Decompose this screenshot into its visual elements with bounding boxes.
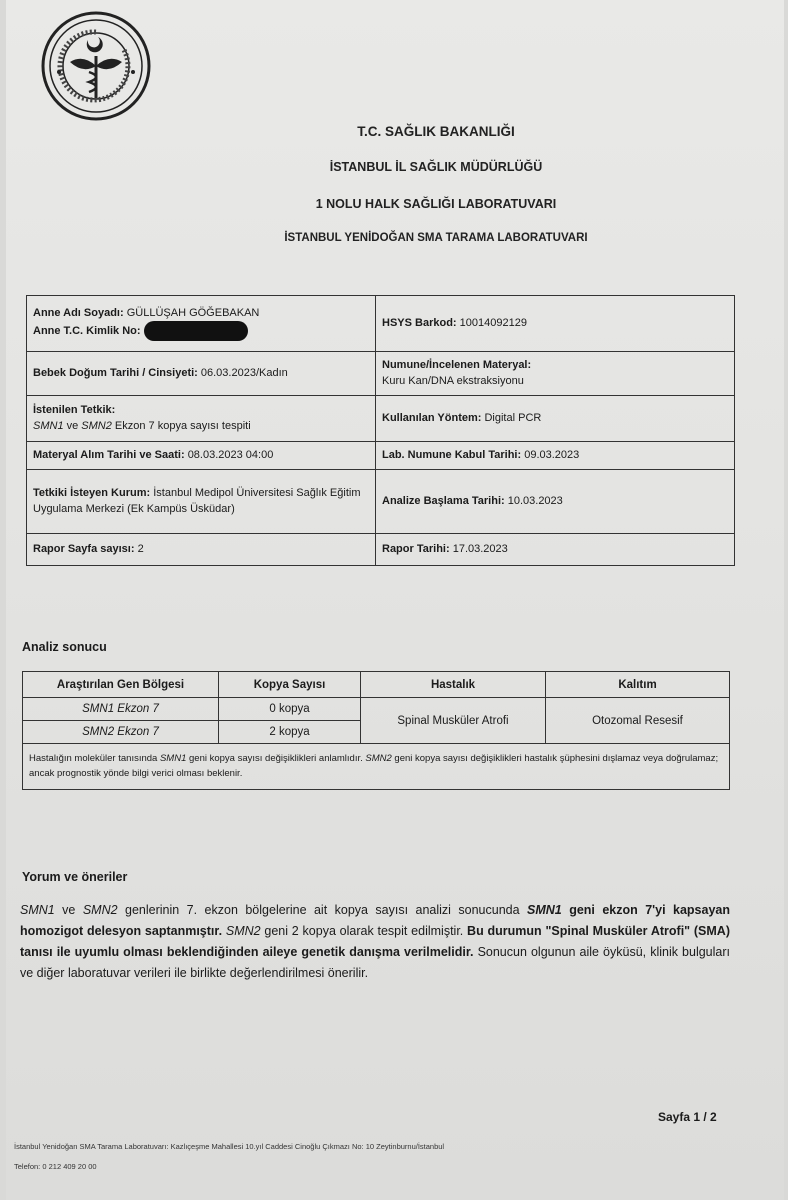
results-title: Analiz sonucu [22, 640, 107, 654]
material-value: Kuru Kan/DNA ekstraksiyonu [382, 374, 524, 387]
test-label: İstenilen Tetkik: [33, 403, 116, 416]
note-smn2: SMN2 [365, 753, 392, 765]
comment-paragraph [20, 900, 730, 984]
analysis-date-label: Analize Başlama Tarihi: [382, 494, 505, 507]
comment-text: genlerinin 7. ekzon bölgelerine ait kopya sayısı analizi sonucunda [117, 903, 528, 917]
sub-lab-title: İSTANBUL YENİDOĞAN SMA TARAMA LABORATUVARI [284, 232, 588, 244]
institution-cell [27, 470, 376, 534]
results-table [22, 671, 730, 790]
comment-text: Sonucun olgunun aile öyküsü, klinik bulguları ve diğer laboratuvar verileri ile birlikte değerlendirilmesi önerilir. [20, 945, 730, 980]
pages-label: Rapor Sayfa sayısı: [33, 542, 135, 555]
sample-date-cell [27, 442, 376, 470]
header-disease: Hastalık [361, 672, 546, 698]
lab-title: 1 NOLU HALK SAĞLIĞI LABORATUVARI [315, 197, 557, 211]
pages-value: 2 [137, 542, 144, 555]
report-date-label: Rapor Tarihi: [382, 542, 450, 555]
birth-cell [27, 352, 376, 396]
note-text: geni kopya sayısı değişiklikleri hastalık şüphesini dışlamaz veya doğrulamaz; ancak prognostik yönde bilgi verici olması beklenir. [29, 753, 719, 779]
copies-cell: 0 kopya [219, 698, 361, 721]
mother-name-value: GÜLLÜŞAH GÖĞEBAKAN [126, 306, 260, 319]
header-copies: Kopya Sayısı [219, 672, 361, 698]
comment-text: ve [54, 903, 83, 917]
comment-text: geni ekzon 7'yi kapsayan homozigot delesyon saptanmıştır. [20, 903, 730, 938]
comment-smn1-bold: SMN1 [527, 903, 562, 917]
test-cell [27, 396, 376, 442]
material-cell [376, 352, 735, 396]
test-smn2: SMN2 [81, 419, 112, 432]
birth-value: 06.03.2023/Kadın [200, 366, 288, 379]
redaction-mark [144, 321, 248, 341]
test-smn1: SMN1 [33, 419, 64, 432]
table-row [23, 698, 730, 721]
footer-address: İstanbul Yenidoğan SMA Tarama Laboratuvarı: Kazlıçeşme Mahallesi 10.yıl Caddesi Cinoğlu Çıkmazı No: 10 Zeytinburnu/İstanbul [14, 1142, 445, 1151]
header-inheritance: Kalıtım [546, 672, 730, 698]
sample-date-label: Materyal Alım Tarihi ve Saati: [33, 448, 185, 461]
test-rest: Ekzon 7 kopya sayısı tespiti [111, 419, 251, 432]
copies-cell: 2 kopya [219, 721, 361, 744]
birth-label: Bebek Doğum Tarihi / Cinsiyeti: [33, 366, 198, 379]
report-date-cell [376, 534, 735, 566]
inheritance-cell: Otozomal Resesif [546, 698, 730, 744]
header-gene: Araştırılan Gen Bölgesi [23, 672, 219, 698]
pages-cell [27, 534, 376, 566]
institution-label: Tetkiki İsteyen Kurum: [33, 486, 151, 499]
note-text: geni kopya sayısı değişiklikleri anlamlıdır. [186, 753, 366, 765]
comment-text: geni 2 kopya olarak tespit edilmiştir. [260, 924, 464, 938]
mother-cell [27, 296, 376, 352]
method-label: Kullanılan Yöntem: [382, 411, 482, 424]
comment-smn1: SMN1 [20, 903, 55, 917]
footer-phone: Telefon: 0 212 409 20 00 [14, 1162, 97, 1171]
mother-id-label: Anne T.C. Kimlik No: [33, 325, 141, 338]
barcode-value: 10014092129 [459, 316, 527, 329]
gene-cell: SMN1 Ekzon 7 [23, 698, 219, 721]
directorate-title: İSTANBUL İL SAĞLIK MÜDÜRLÜĞÜ [329, 160, 543, 174]
accept-date-label: Lab. Numune Kabul Tarihi: [382, 448, 522, 461]
analysis-date-cell [376, 470, 735, 534]
ministry-seal-icon [40, 10, 152, 122]
method-cell [376, 396, 735, 442]
accept-date-value: 09.03.2023 [524, 448, 580, 461]
patient-info-table [26, 295, 735, 566]
comment-text-bold: Bu durumun "Spinal Musküler Atrofi" (SMA) tanısı ile uyumlu olması beklendiğinden aileye genetik danışma verilmelidir. [20, 924, 730, 959]
results-note [23, 744, 730, 790]
document-page [6, 0, 784, 1200]
accept-date-cell [376, 442, 735, 470]
mother-name-label: Anne Adı Soyadı: [33, 306, 124, 319]
institution-value: İstanbul Medipol Üniversitesi Sağlık Eğitim Uygulama Merkezi (Ek Kampüs Üsküdar) [33, 486, 361, 515]
disease-cell: Spinal Musküler Atrofi [361, 698, 546, 744]
comment-smn2-italic: SMN2 [225, 924, 261, 938]
gene-cell: SMN2 Ekzon 7 [23, 721, 219, 744]
ministry-title: T.C. SAĞLIK BAKANLIĞI [357, 124, 515, 139]
comment-title: Yorum ve öneriler [22, 870, 128, 884]
barcode-label: HSYS Barkod: [382, 316, 457, 329]
material-label: Numune/İncelenen Materyal: [382, 358, 532, 371]
test-ve: ve [63, 419, 82, 432]
barcode-cell [376, 296, 735, 352]
report-date-value: 17.03.2023 [452, 542, 508, 555]
note-text: Hastalığın moleküler tanısında [29, 753, 160, 765]
analysis-date-value: 10.03.2023 [507, 494, 563, 507]
page-number: Sayfa 1 / 2 [658, 1110, 717, 1124]
comment-smn2: SMN2 [82, 903, 118, 917]
note-smn1: SMN1 [159, 753, 187, 765]
method-value: Digital PCR [484, 411, 542, 424]
sample-date-value: 08.03.2023 04:00 [187, 448, 274, 461]
